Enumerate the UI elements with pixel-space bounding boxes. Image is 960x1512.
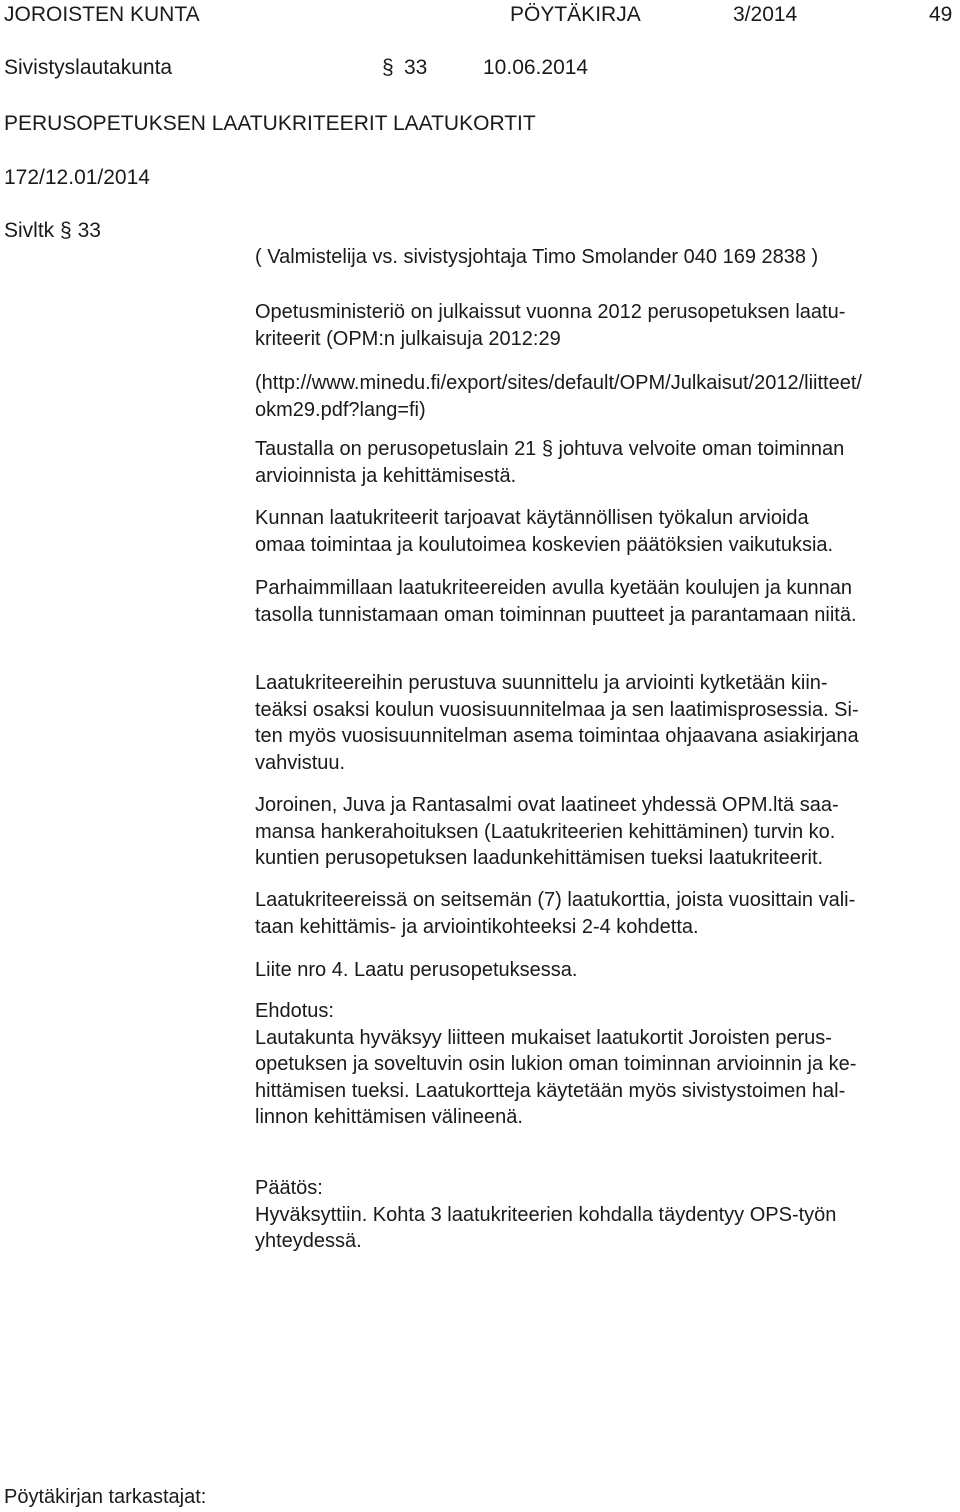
- board-name: Sivistyslautakunta: [4, 56, 173, 79]
- section-number: 33: [404, 56, 428, 79]
- paragraph-quality-cards: [255, 887, 955, 940]
- section-symbol-inline: §: [541, 438, 553, 460]
- text-line: kriteerit (OPM:n julkaisuja 2012:29: [255, 327, 561, 350]
- text-fragment: johtuva velvoite oman toiminnan: [553, 438, 845, 460]
- text-line: Lautakunta hyväksyy liitteen mukaiset laatukortit Joroisten perus-: [255, 1026, 832, 1049]
- meeting-date: 10.06.2014: [483, 56, 589, 79]
- committee-name: Sivltk: [4, 219, 55, 242]
- committee-section-number: 33: [77, 219, 101, 242]
- text-line: Liite nro 4. Laatu perusopetuksessa.: [255, 959, 578, 981]
- text-line: Parhaimmillaan laatukriteereiden avulla kyetään koulujen ja kunnan: [255, 577, 853, 599]
- link-line[interactable]: okm29.pdf?lang=fi): [255, 398, 426, 421]
- text-line: Laatukriteereissä on seitsemän (7) laatukorttia, joista vuosittain vali-: [255, 889, 856, 911]
- text-line: taan kehittämis- ja arviointikohteeksi 2-4 kohdetta.: [255, 915, 699, 938]
- paragraph-background: [255, 436, 955, 489]
- reviewers-label: Pöytäkirjan tarkastajat:: [4, 1486, 207, 1508]
- committee-reference: [4, 218, 101, 244]
- paragraph-joint-project: [255, 792, 955, 872]
- proposal-label: Ehdotus:: [255, 1000, 334, 1022]
- text-line: Laatukriteereihin perustuva suunnittelu ja arviointi kytketään kiin-: [255, 672, 828, 694]
- text-line: [255, 436, 955, 463]
- text-line: yhteydessä.: [255, 1230, 362, 1252]
- section-symbol: §: [382, 56, 394, 79]
- paragraph-publication: [255, 299, 955, 352]
- matter-title: PERUSOPETUKSEN LAATUKRITEERIT LAATUKORTIT: [4, 112, 536, 135]
- text-line: vahvistuu.: [255, 751, 346, 774]
- text-line: linnon kehittämisen välineenä.: [255, 1106, 523, 1128]
- text-line: omaa toimintaa ja koulutoimea koskevien päätöksien vaikutuksia.: [255, 533, 834, 556]
- text-fragment: Taustalla on perusopetuslain 21: [255, 438, 537, 460]
- link-line[interactable]: (http://www.minedu.fi/export/sites/default/OPM/Julkaisut/2012/liitteet/: [255, 372, 862, 394]
- paragraph-identify-gaps: [255, 575, 955, 628]
- paragraph-planning: [255, 670, 955, 776]
- text-line: opetuksen ja soveltuvin osin lukion oman toiminnan arvioinnin ja ke-: [255, 1053, 857, 1075]
- attachment-note: [255, 957, 955, 984]
- document-number: 3/2014: [733, 3, 798, 26]
- text-line: tasolla tunnistamaan oman toiminnan puutteet ja parantamaan niitä.: [255, 603, 857, 626]
- decision-label: Päätös:: [255, 1177, 323, 1199]
- text-line: arvioinnista ja kehittämisestä.: [255, 464, 517, 487]
- preparer-note: [255, 244, 955, 271]
- committee-section-symbol: §: [60, 219, 72, 242]
- text-line: hittämisen tueksi. Laatukortteja käytetään myös sivistystoimen hal-: [255, 1079, 846, 1102]
- decision-section: [255, 1175, 955, 1255]
- proposal-section: [255, 998, 955, 1131]
- text-line: ten myös vuosisuunnitelman asema toimintaa ohjaavana asiakirjana: [255, 725, 859, 747]
- text-line: Hyväksyttiin. Kohta 3 laatukriteerien kohdalla täydentyy OPS-työn: [255, 1203, 837, 1226]
- page-number: 49: [929, 3, 953, 26]
- record-id: 172/12.01/2014: [4, 166, 150, 189]
- text-line: mansa hankerahoituksen (Laatukriteerien kehittäminen) turvin ko.: [255, 820, 836, 843]
- municipality-name: JOROISTEN KUNTA: [4, 3, 200, 26]
- paragraph-criteria-tool: [255, 505, 955, 558]
- text-line: teäksi osaksi koulun vuosisuunnitelmaa ja sen laatimisprosessia. Si-: [255, 698, 859, 721]
- text-line: Joroinen, Juva ja Rantasalmi ovat laatineet yhdessä OPM.ltä saa-: [255, 794, 839, 816]
- publication-link[interactable]: [255, 370, 955, 423]
- text-line: kuntien perusopetuksen laadunkehittämisen tueksi laatukriteerit.: [255, 847, 824, 869]
- preparer-line: ( Valmistelija vs. sivistysjohtaja Timo Smolander 040 169 2838 ): [255, 246, 819, 268]
- text-line: Kunnan laatukriteerit tarjoavat käytännöllisen työkalun arvioida: [255, 507, 809, 529]
- text-line: Opetusministeriö on julkaissut vuonna 2012 perusopetuksen laatu-: [255, 301, 846, 323]
- document-type: PÖYTÄKIRJA: [510, 3, 641, 26]
